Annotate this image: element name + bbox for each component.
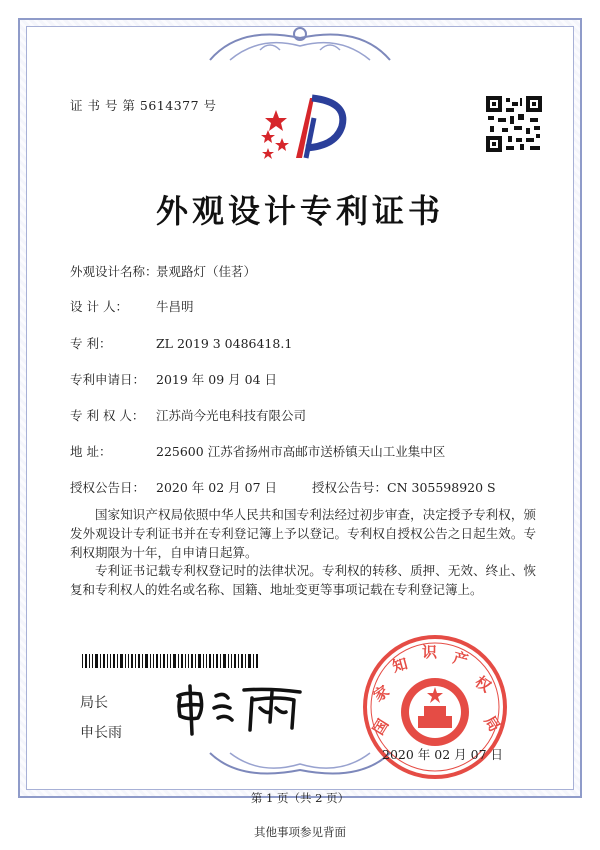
footer-note: 其他事项参见背面 [254, 825, 346, 839]
svg-text:家: 家 [369, 681, 393, 706]
field-label: 专 利： [70, 336, 112, 351]
design-name-field [70, 262, 256, 280]
field-value: CN 305598920 S [387, 480, 496, 495]
certificate-number: 证 书 号 第 5614377 号 [70, 98, 217, 113]
svg-text:产: 产 [450, 648, 471, 670]
field-label: 专 利 权 人： [70, 408, 145, 423]
seal-date: 2020 年 02 月 07 日 [382, 747, 503, 762]
field-value: 2020 年 02 月 07 日 [156, 480, 277, 495]
signatory-title: 局长 [80, 695, 108, 711]
grant-statement: 国家知识产权局依照中华人民共和国专利法经过初步审查，决定授予专利权，颁发外观设计专利证书并在专利登记簿上予以登记。专利权自授权公告之日起生效。专利权期限为十年，自申请日起算。 [70, 507, 536, 560]
patent-office-logo [256, 88, 356, 168]
grant-date-field [70, 478, 277, 496]
patent-number-field [70, 334, 292, 352]
svg-text:知: 知 [390, 654, 410, 676]
field-label: 授权公告号： [312, 480, 388, 495]
page-title: 外观设计专利证书 [155, 192, 444, 230]
barcode [82, 654, 258, 668]
announcement-number-field [312, 478, 496, 496]
svg-text:局: 局 [480, 712, 504, 735]
field-value: 景观路灯（佳茗） [156, 264, 257, 279]
handwritten-signature [170, 678, 310, 738]
field-value: 2019 年 09 月 04 日 [156, 372, 277, 387]
field-value: ZL 2019 3 0486418.1 [156, 336, 293, 351]
field-label: 专利申请日： [70, 372, 146, 387]
patentee-field [70, 406, 306, 424]
field-value: 225600 江苏省扬州市高邮市送桥镇天山工业集中区 [156, 444, 446, 459]
field-value: 江苏尚今光电科技有限公司 [156, 408, 307, 423]
field-label: 设 计 人： [70, 299, 128, 314]
svg-text:识: 识 [422, 643, 438, 661]
svg-text:国: 国 [369, 715, 393, 739]
filing-date-field [70, 370, 277, 388]
designer-field [70, 297, 194, 315]
field-label: 授权公告日： [70, 480, 146, 495]
field-value: 牛昌明 [156, 299, 194, 314]
address-field [70, 442, 445, 460]
qr-code [486, 96, 542, 152]
field-label: 外观设计名称： [70, 264, 158, 279]
svg-text:权: 权 [471, 672, 495, 696]
page-number: 第 1 页（共 2 页） [250, 791, 350, 805]
field-label: 地 址： [70, 444, 112, 459]
top-ornament [200, 20, 400, 70]
signatory-name: 申长雨 [80, 725, 122, 741]
legal-status-note: 专利证书记载专利权登记时的法律状况。专利权的转移、质押、无效、终止、恢复和专利权人的姓名或名称、国籍、地址变更等事项记载在专利登记簿上。 [70, 563, 536, 597]
